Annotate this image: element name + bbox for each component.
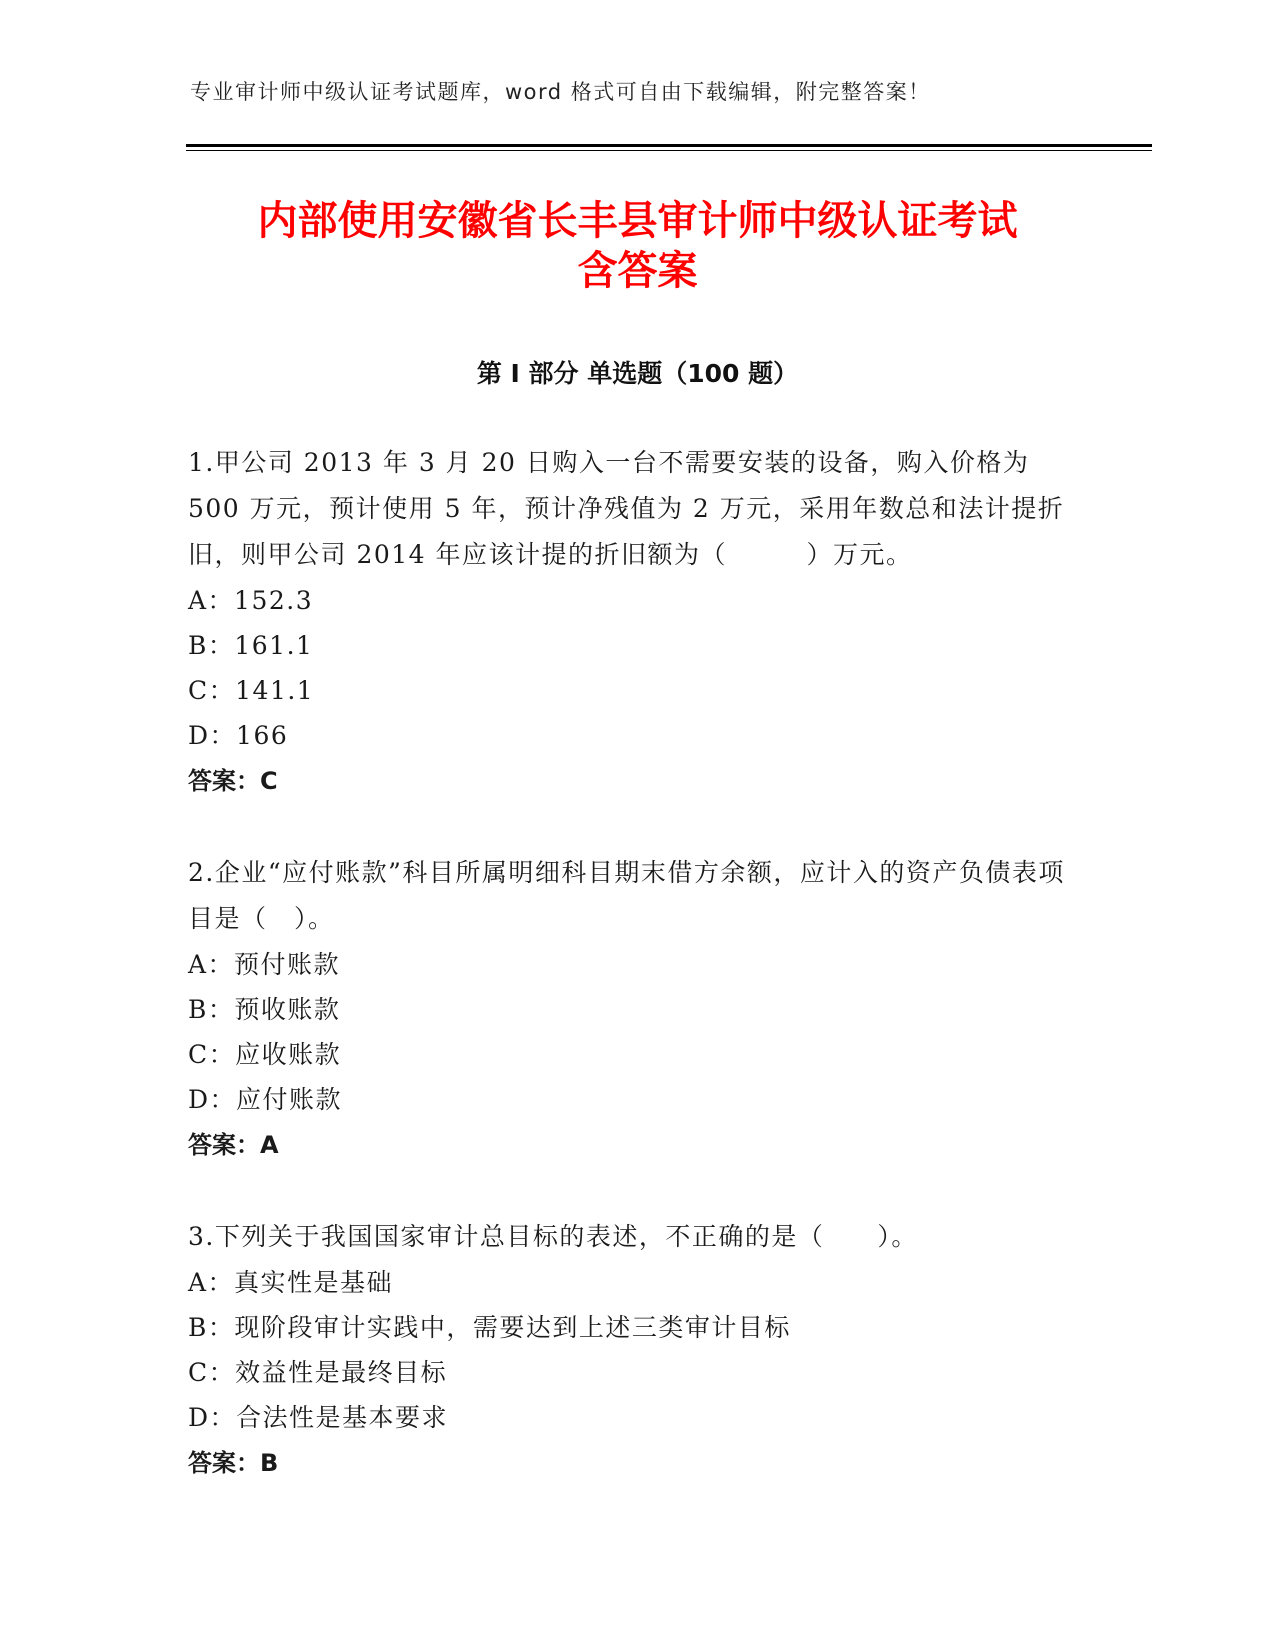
option-c: C：141.1: [188, 676, 315, 705]
document-title: [0, 196, 1275, 296]
document-title-line-1: 内部使用安徽省长丰县审计师中级认证考试: [257, 198, 1018, 244]
answer: 答案：B: [188, 1449, 279, 1477]
option-d: D：应付账款: [188, 1085, 343, 1114]
question-1: [188, 440, 1088, 804]
question-stem: 3.下列关于我国国家审计总目标的表述，不正确的是（ ）。: [188, 1222, 918, 1251]
header-rule-thick: [186, 144, 1152, 147]
option-c: C：应收账款: [188, 1040, 342, 1069]
option-d: D：166: [188, 721, 289, 750]
document-title-line-2: 含答案: [577, 248, 698, 294]
option-a: A：预付账款: [188, 950, 341, 979]
option-b: B：现阶段审计实践中，需要达到上述三类审计目标: [188, 1313, 791, 1342]
option-c: C：效益性是最终目标: [188, 1358, 448, 1387]
option-d: D：合法性是基本要求: [188, 1403, 449, 1432]
section-title: 第 I 部分 单选题（100 题）: [476, 359, 799, 388]
header-rule-thin: [186, 150, 1152, 151]
question-2: [188, 850, 1088, 1168]
option-b: B：161.1: [188, 631, 314, 660]
question-stem: 2.企业“应付账款”科目所属明细科目期末借方余额，应计入的资产负债表项目是（ ）。: [188, 858, 1065, 933]
question-stem: 1.甲公司 2013 年 3 月 20 日购入一台不需要安装的设备，购入价格为 500 万元，预计使用 5 年，预计净残值为 2 万元，采用年数总和法计提折旧，则甲公司 2014 年应该计提的折旧额为（ ）万元。: [188, 448, 1065, 569]
option-b: B：预收账款: [188, 995, 341, 1024]
answer: 答案：C: [188, 767, 278, 795]
option-a: A：真实性是基础: [188, 1268, 394, 1297]
question-3: [188, 1214, 1088, 1486]
header-note: 专业审计师中级认证考试题库，word 格式可自由下载编辑，附完整答案！: [190, 80, 931, 104]
answer: 答案：A: [188, 1131, 279, 1159]
question-list: [188, 440, 1088, 1532]
option-a: A：152.3: [188, 586, 314, 615]
